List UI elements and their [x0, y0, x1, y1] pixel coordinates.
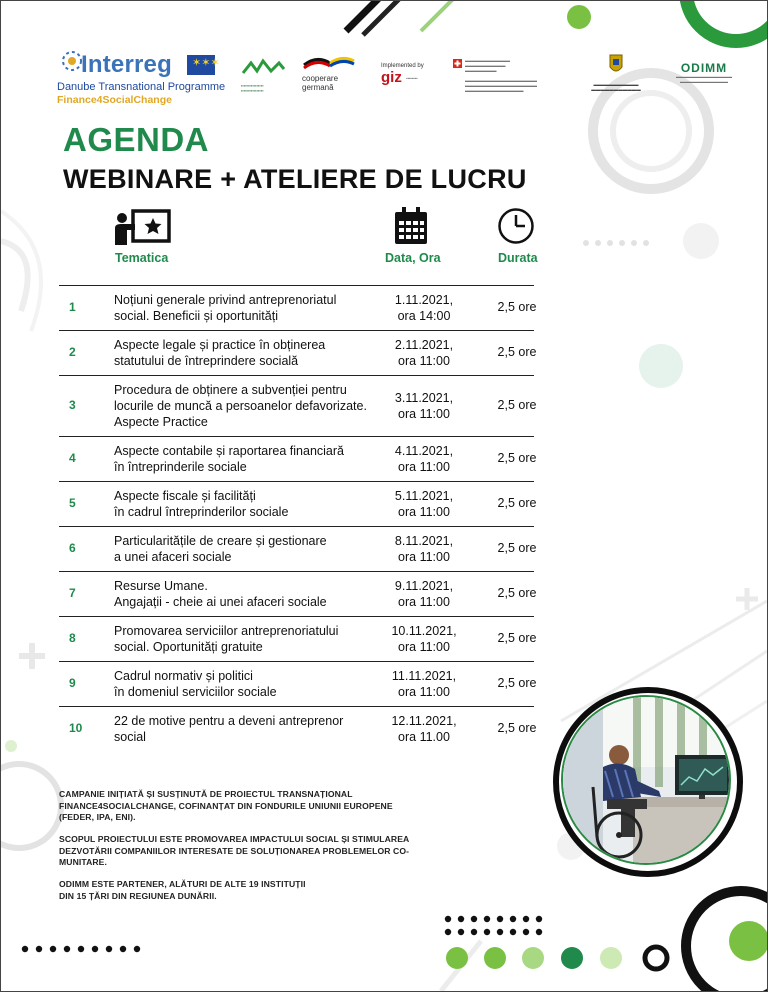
- row-topic: [114, 337, 374, 369]
- cooperare-line2: germană: [302, 83, 334, 92]
- row-duration: 2,5 ore: [497, 586, 537, 600]
- page-title: AGENDA: [63, 121, 210, 158]
- clock-icon: [497, 207, 535, 245]
- scope-text: [59, 834, 439, 869]
- row-number: 5: [69, 496, 76, 510]
- column-header-date: Data, Ora: [385, 251, 441, 265]
- row-topic: [114, 713, 374, 745]
- eu-flag-icon: ✶✶✶: [187, 55, 215, 75]
- table-row: [59, 481, 537, 526]
- row-date-day: 9.11.2021,: [394, 579, 454, 593]
- row-topic-line: Procedura de obținere a subvenției pentru: [114, 383, 347, 397]
- table-row: [59, 571, 537, 616]
- wave-logo-icon: [241, 57, 286, 79]
- row-date-day: 12.11.2021,: [391, 714, 457, 728]
- swiss-agency-logo: ▬▬▬▬▬▬▬▬▬▬ ▬▬▬▬▬▬▬▬▬ ▬▬▬▬▬▬▬ ▬▬▬▬▬▬▬▬▬▬▬▬▬▬▬▬ ▬▬▬▬▬▬▬▬▬▬▬▬▬▬▬▬ ▬▬▬▬▬▬▬▬▬▬▬▬▬: [453, 58, 553, 88]
- row-topic-line: în domeniul serviciilor sociale: [114, 685, 277, 699]
- row-date-time: ora 11:00: [398, 550, 450, 564]
- row-topic: [114, 292, 374, 324]
- row-date-day: 1.11.2021,: [394, 293, 454, 307]
- cooperare-line1: cooperare: [302, 74, 339, 83]
- wheelchair-user-photo: [561, 695, 731, 865]
- page-subtitle: WEBINARE + ATELIERE DE LUCRU: [63, 164, 527, 194]
- row-topic: [114, 668, 374, 700]
- row-date-day: 4.11.2021,: [394, 444, 454, 458]
- row-number: 7: [69, 586, 76, 600]
- row-topic: [114, 623, 374, 655]
- calendar-icon: [394, 207, 428, 245]
- row-topic-line: social. Beneficii și oportunități: [114, 309, 278, 323]
- row-topic-line: Aspecte legale și practice în obținerea: [114, 338, 326, 352]
- row-topic: [114, 382, 384, 430]
- row-topic: [114, 578, 374, 610]
- odimm-logo: ODIMM ▬▬▬▬▬▬▬▬▬▬▬▬▬▬ ▬▬▬▬▬▬▬▬▬▬▬▬: [664, 61, 744, 91]
- table-row: [59, 330, 537, 375]
- row-topic-line: Aspecte contabile și raportarea financiară: [114, 444, 344, 458]
- campaign-text: [59, 789, 439, 824]
- row-date: [369, 390, 479, 422]
- table-row: [59, 285, 537, 330]
- ministry-economy-logo: ▬▬▬▬▬▬▬▬▬▬ ▬▬▬▬▬▬▬▬▬▬▬: [586, 53, 646, 93]
- row-topic-line: Promovarea serviciilor antreprenoriatului: [114, 624, 339, 638]
- row-duration: 2,5 ore: [497, 631, 537, 645]
- moldova-coat-of-arms-icon: [586, 53, 646, 77]
- row-date-day: 8.11.2021,: [394, 534, 454, 548]
- table-row: [59, 436, 537, 481]
- table-row: [59, 526, 537, 571]
- row-date-time: ora 11:00: [398, 595, 450, 609]
- row-duration: 2,5 ore: [497, 496, 537, 510]
- row-date: [369, 623, 479, 655]
- row-date: [369, 443, 479, 475]
- row-date: [369, 533, 479, 565]
- column-header-topic: Tematica: [115, 251, 169, 265]
- table-row: [59, 375, 537, 436]
- table-row: [59, 616, 537, 661]
- row-topic-line: locurile de muncă a persoanelor defavorizate.: [114, 399, 367, 413]
- campaign-line: FINANCE4SOCIALCHANGE, COFINANȚAT DIN FONDURILE UNIUNII EUROPENE: [59, 800, 393, 811]
- row-topic: [114, 443, 374, 475]
- giz-implemented-by: Implemented by: [381, 63, 424, 69]
- row-duration: 2,5 ore: [497, 676, 537, 690]
- row-date: [369, 578, 479, 610]
- partner-line: ODIMM ESTE PARTENER, ALĂTURI DE ALTE 19 INSTITUȚII: [59, 879, 306, 889]
- row-topic-line: Cadrul normativ și politici: [114, 669, 253, 683]
- office-scene-illustration: [563, 697, 729, 863]
- agenda-table: [59, 285, 537, 751]
- row-date-day: 2.11.2021,: [394, 338, 454, 352]
- column-header-duration: Durata: [498, 251, 538, 265]
- campaign-line: CAMPANIE INIȚIATĂ ȘI SUSȚINUTĂ DE PROIECTUL TRANSNAȚIONAL: [59, 789, 353, 799]
- row-number: 9: [69, 676, 76, 690]
- row-number: 10: [69, 721, 83, 735]
- row-topic-line: Aspecte Practice: [114, 415, 208, 429]
- odimm-name: ODIMM: [680, 61, 728, 75]
- partner-text: [59, 879, 439, 902]
- row-date-time: ora 11:00: [398, 354, 450, 368]
- row-topic-line: Resurse Umane.: [114, 579, 208, 593]
- partner-line: DIN 15 ȚĂRI DIN REGIUNEA DUNĂRII.: [59, 890, 217, 901]
- row-number: 4: [69, 451, 76, 465]
- row-date-day: 10.11.2021,: [391, 624, 457, 638]
- row-date-time: ora 11:00: [398, 460, 450, 474]
- row-topic-line: în întreprinderile sociale: [114, 460, 247, 474]
- row-topic-line: statutului de întreprindere socială: [114, 354, 299, 368]
- row-number: 6: [69, 541, 76, 555]
- interreg-project: Finance4SocialChange: [57, 94, 172, 106]
- row-topic-line: 22 de motive pentru a deveni antreprenor: [114, 714, 344, 728]
- row-number: 1: [69, 300, 76, 314]
- row-duration: 2,5 ore: [497, 398, 537, 412]
- row-date-time: ora 11.00: [398, 730, 450, 744]
- row-topic-line: social: [114, 730, 146, 744]
- interreg-logo: [57, 43, 227, 105]
- row-date-time: ora 11:00: [398, 640, 450, 654]
- campaign-line: (FEDER, IPA, ENI).: [59, 812, 136, 822]
- scope-line: DEZVOTĂRII COMPANIILOR INTERESATE DE SOLUȚIONAREA PROBLEMELOR CO-: [59, 845, 410, 856]
- scope-line: MUNITARE.: [59, 857, 108, 867]
- row-date-time: ora 11:00: [398, 685, 450, 699]
- row-topic-line: social. Oportunități gratuite: [114, 640, 263, 654]
- row-topic-line: a unei afaceri sociale: [114, 550, 232, 564]
- row-date: [369, 292, 479, 324]
- row-duration: 2,5 ore: [497, 541, 537, 555]
- row-topic: [114, 533, 374, 565]
- row-date-day: 3.11.2021,: [394, 391, 454, 405]
- row-topic-line: Aspecte fiscale și facilități: [114, 489, 256, 503]
- row-topic-line: în cadrul întreprinderilor sociale: [114, 505, 289, 519]
- row-date-time: ora 14:00: [397, 309, 451, 323]
- scope-line: SCOPUL PROIECTULUI ESTE PROMOVAREA IMPACTULUI SOCIAL ȘI STIMULAREA: [59, 834, 410, 844]
- row-number: 8: [69, 631, 76, 645]
- row-date-day: 5.11.2021,: [394, 489, 454, 503]
- row-topic: [114, 488, 374, 520]
- swiss-flag-icon: [453, 59, 462, 68]
- row-date: [369, 488, 479, 520]
- row-duration: 2,5 ore: [497, 300, 537, 314]
- german-moldovan-flag-icon: [302, 55, 357, 69]
- row-date: [369, 668, 479, 700]
- cooperare-germana-logo: [302, 55, 357, 95]
- row-topic-line: Noțiuni generale privind antreprenoriatul: [114, 293, 337, 307]
- row-date: [369, 337, 479, 369]
- table-row: [59, 661, 537, 706]
- row-date-day: 11.11.2021,: [391, 669, 457, 683]
- row-duration: 2,5 ore: [497, 721, 537, 735]
- row-date: [369, 713, 479, 745]
- row-duration: 2,5 ore: [497, 345, 537, 359]
- row-number: 2: [69, 345, 76, 359]
- interreg-programme: Danube Transnational Programme: [57, 81, 226, 93]
- partner-network-logo: ▪▪▪▪▪▪▪▪▪▪▪▪▪▪▪▪ ▪▪▪▪▪▪▪▪▪▪▪▪▪▪▪▪: [241, 57, 286, 91]
- presentation-icon: [115, 209, 173, 247]
- row-topic-line: Particularitățile de creare și gestionare: [114, 534, 327, 548]
- row-topic-line: Angajații - cheie ai unei afaceri sociale: [114, 595, 327, 609]
- giz-logo: Implemented by giz ▪▪▪▪▪▪▪▪: [381, 63, 441, 93]
- row-number: 3: [69, 398, 76, 412]
- giz-name: giz: [381, 69, 402, 86]
- row-date-time: ora 11:00: [398, 407, 450, 421]
- row-duration: 2,5 ore: [497, 451, 537, 465]
- interreg-name: Interreg: [81, 51, 172, 78]
- table-row: [59, 706, 537, 751]
- row-date-time: ora 11:00: [398, 505, 450, 519]
